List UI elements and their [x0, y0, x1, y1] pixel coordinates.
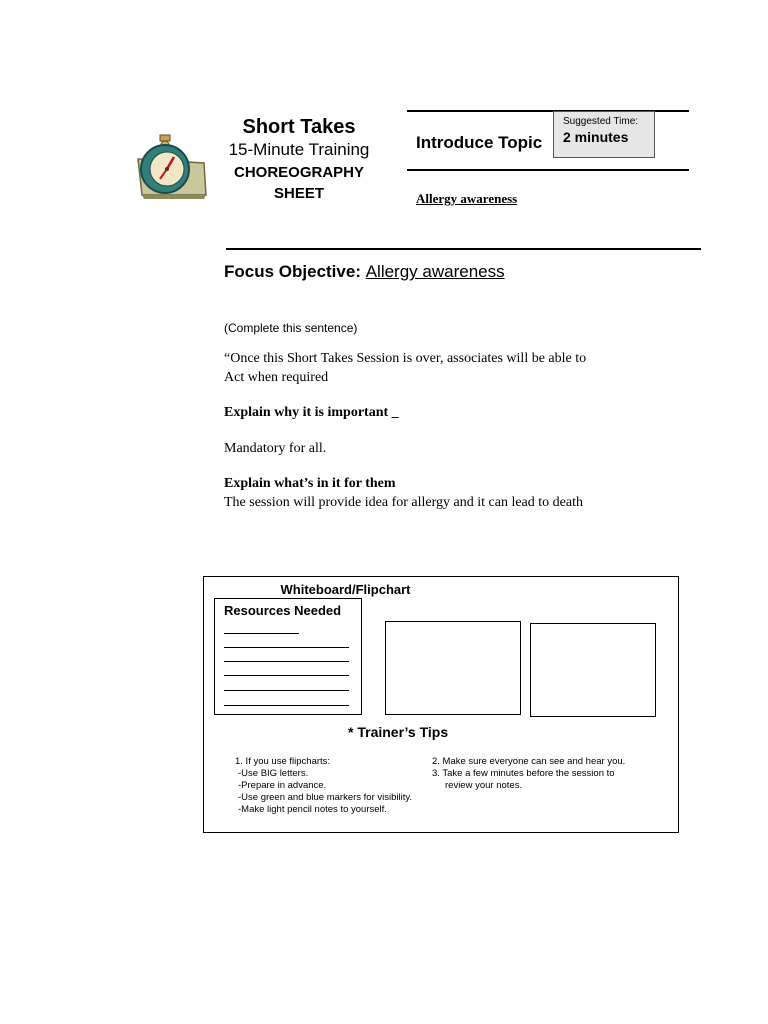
header-rule-bottom [407, 169, 689, 171]
why-important-heading: Explain why it is important _ [224, 405, 399, 420]
complete-note: (Complete this sentence) [224, 321, 358, 335]
brand-title: Short Takes [242, 116, 356, 138]
resource-line [224, 690, 349, 691]
suggested-time-value: 2 minutes [563, 129, 629, 145]
alarm-clock-icon [134, 133, 210, 201]
whats-in-it-answer: The session will provide idea for allergy and it can lead to death [224, 495, 583, 510]
objective-sentence-end: Act when required [224, 370, 329, 385]
flipchart-sketch-box [385, 621, 521, 715]
brand-subtitle: 15-Minute Training [228, 140, 370, 159]
focus-objective-value: Allergy awareness [365, 262, 505, 281]
tip-left-line: -Prepare in advance. [238, 780, 327, 791]
tip-left-line: -Make light pencil notes to yourself. [238, 804, 387, 815]
resource-line [224, 647, 349, 648]
topic-name: Allergy awareness [416, 191, 518, 206]
focus-objective-label: Focus Objective: [224, 262, 366, 281]
why-important-answer: Mandatory for all. [224, 441, 327, 456]
tip-right-line: 2. Make sure everyone can see and hear you. [432, 756, 626, 767]
resource-line [224, 661, 349, 662]
resource-line [224, 675, 349, 676]
flipchart-sketch-box [530, 623, 656, 717]
whats-in-it-heading: Explain what’s in it for them [224, 476, 396, 491]
brand-choreo-line-1: CHOREOGRAPHY [233, 164, 364, 181]
tip-right-line: 3. Take a few minutes before the session to [432, 768, 615, 779]
resources-title: Resources Needed [224, 603, 342, 618]
tip-right-line: review your notes. [445, 780, 523, 791]
trainers-tips-title: * Trainer’s Tips [348, 724, 449, 740]
resource-line [224, 633, 299, 634]
suggested-time-box [553, 111, 655, 158]
focus-objective [224, 262, 505, 282]
brand-choreo-line-2: SHEET [273, 185, 324, 202]
tip-left-line: -Use green and blue markers for visibility. [238, 792, 413, 803]
section-divider [226, 248, 701, 250]
suggested-time-caption: Suggested Time: [563, 116, 639, 127]
tip-left-line: -Use BIG letters. [238, 768, 309, 779]
resource-line [224, 705, 349, 706]
brand-choreography [222, 162, 376, 204]
objective-sentence-start: “Once this Short Takes Session is over, associates will be able to [224, 351, 587, 366]
topic-label: Introduce Topic [416, 133, 543, 152]
tip-left-line: 1. If you use flipcharts: [235, 756, 331, 767]
whiteboard-title: Whiteboard/Flipchart [280, 582, 411, 597]
